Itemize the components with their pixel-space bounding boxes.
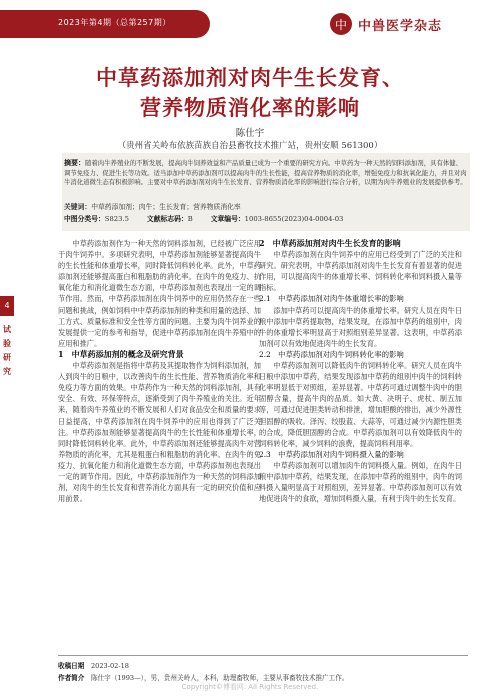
article-meta: [64, 213, 468, 223]
section-2-paragraph: 中草药添加剂在肉牛饲养中的应用已经受到了广泛的关注和研究。研究表明，中草药添加剂对肉牛生长发育有着显著的促进作用，可以提高肉牛的体重增长率、饲料转化率和饲料摄入量等指标。: [259, 250, 462, 293]
keywords-text: 中草药添加剂；肉牛；生长发育；营养物质消化率: [91, 203, 241, 211]
section-2-1-heading: 2.1 中草药添加剂对肉牛体重增长率的影响: [259, 294, 404, 304]
keywords: [64, 201, 468, 211]
article-title-line1: 中草药添加剂对肉牛生长发育、: [96, 65, 404, 90]
copyright-watermark: Copyright©博看网. All Rights Reserved.: [181, 683, 319, 691]
section-2-1-paragraph: 添加中草药可以提高肉牛的体重增长率。研究人员在肉牛日粮中添加中草药提取物，结果发现，在添加中草药的组别中，肉牛的体重增长率明显高于对照组别差异显著。这表明，中草药添加剂可以有效地促进肉牛的生长发育。: [259, 305, 462, 348]
doc-code-label: 文献标志码：: [146, 215, 188, 223]
abstract-text: 随着肉牛养殖业的不断发展，提高肉牛饲养效益和产品质量已成为一个重要的研究方向。中草药为一种天然的饲料添加剂，具有体健、调节免疫力、促进生长等功效。适当添加中草药添加剂可以提高肉牛的生长性能，提高营养物质的消化率，增强免疫力和抗氧化能力，并且对肉牛消化道微生态有积极影响。主要对中草药添加剂对肉牛生长发育、营养物质消化率的影响进行综合分析，以期为肉牛养殖业的发展提供参考。: [64, 159, 467, 187]
journal-emblem-icon: 中: [330, 13, 352, 35]
author-bio-label: 作者简介: [58, 674, 85, 682]
author-bio-text: 陈仕宇（1993—），男，贵州关岭人，本科，助理畜牧师，主要从事畜牧技术推广工作。: [90, 674, 349, 682]
author-name: 陈仕宇: [235, 128, 265, 139]
section-label: 试验研究: [3, 324, 11, 376]
footer-divider: [58, 655, 468, 656]
doc-code-value: B: [187, 215, 193, 223]
section-2-2-heading: 2.2 中草药添加剂对肉牛饲料转化率的影响: [259, 349, 404, 359]
received-label: 收稿日期: [58, 662, 85, 670]
section-2-2-paragraph: 中草药添加剂可以降低肉牛的饲料转化率。研究人员在肉牛日粮中添加中草药，结果发现添加中草药的组别中肉牛的饲料转化率明显低于对照组，差异显著。中草药可通过调整牛肉中的胆固醇含量，提高牛肉的品质。如大黄、决明子、虎杖、制五加等，可通过促进胆类转动和排泄，增加胆酸的排出，减少外源性胆固醇的吸收。泽泻、绞股蓝、大蒜等，可通过减少内源性胆类的合成，降低胆固醇的合成。中草药添加剂可以有效降低肉牛的饲料转化率，减少饲料的浪费，提高饲料利用率。: [259, 361, 462, 448]
abstract-label: 摘要：: [64, 158, 85, 167]
right-column: [259, 238, 462, 504]
author-affiliation: （贵州省关岭布依族苗族自治县畜牧技术推广站，贵州安顺 561300）: [117, 141, 383, 151]
article-number-value: 1003-8655(2023)04-0004-03: [244, 215, 344, 223]
journal-logo: [330, 10, 490, 38]
received-date: [58, 660, 129, 670]
left-column: [58, 238, 261, 504]
section-2-3-paragraph: 中草药添加剂可以增加肉牛的饲料摄入量。例如，在肉牛日粮中添加中草药，结果发现，在添加中草药的组别中，肉牛的饲料摄入量明显高于对照组别，差异显著。中草药添加剂可以有效地促进肉牛的食欲，增加饲料摄入量，有利于肉牛的生长发育。: [259, 460, 462, 504]
abstract: [64, 158, 468, 188]
section-2-heading: 2 中草药添加剂对肉牛生长发育的影响: [259, 238, 401, 248]
section-1-paragraph: 中草药添加剂是指将中草药及其提取物作为饲料添加剂，加入到肉牛的日粮中，以改善肉牛的生长性能、营养物质消化率和免疫力等方面的效果。中草药作为一种天然的饲料添加剂，具有安全、有效、环保等特点，逐渐受到了肉牛养殖业的关注。近年来，随着肉牛养殖业的不断发展和人们对食品安全和质量的要求日益提高，中草药添加剂在肉牛饲养中的应用也得到了广泛关注。中草药添加剂能够显著提高肉牛的生长性能和体重增长率，同时降低饲料转化率。此外，中草药添加剂还能够提高肉牛对营养物质的消化率，尤其是粗蛋白和粗脂肪的消化率。在肉牛的免疫力、抗氧化能力和消化道微生态方面，中草药添加剂也表现出一定的调节作用。因此，中草药添加剂作为一种天然的饲料添加剂，对肉牛的生长发育和营养消化方面具有一定的研究价值和应用前景。: [58, 361, 261, 504]
keywords-label: 关键词：: [64, 203, 92, 211]
intro-paragraph: 中草药添加剂作为一种天然的饲料添加剂，已经被广泛应用于肉牛饲养中。多项研究表明，中草药添加剂能够显著提高肉牛的生长性能和体重增长率，同时降低饲料转化率。此外，中草药添加剂还能够提高蛋白和粗脂肪的消化率。在肉牛的免疫力、抗氧化能力和消化道微生态方面，中草药添加剂也表现出一定的调节作用。然而，中草药添加剂在肉牛饲养中的应用仍然存在一些问题和挑战，例如饲料中中草药添加剂的种类和用量的选择、加工方式、质量标准和安全性等方面的问题。主要为肉牛饲养业的发展提供一定的参考和指导，促进中草药添加剂在肉牛养殖中的应用和推广。: [58, 239, 261, 348]
article-number-label: 文章编号：: [210, 215, 245, 223]
author-bio: [58, 672, 348, 682]
section-2-3-heading: 2.3 中草药添加剂对肉牛饲料摄入量的影响: [259, 449, 404, 459]
issue-number: 2023年第4期（总第257期）: [58, 18, 171, 27]
clc-label: 中图分类号：: [64, 215, 105, 223]
section-1-heading: 1 中草药添加剂的概念及研究背景: [58, 348, 184, 359]
clc-value: S823.5: [104, 215, 129, 223]
page-number: 4: [0, 296, 14, 316]
received-value: 2023-02-18: [90, 662, 129, 670]
article-title-line2: 营养物质消化率的影响: [140, 95, 360, 120]
header-bar: [0, 0, 500, 44]
journal-name: 中兽医学杂志: [358, 18, 443, 34]
